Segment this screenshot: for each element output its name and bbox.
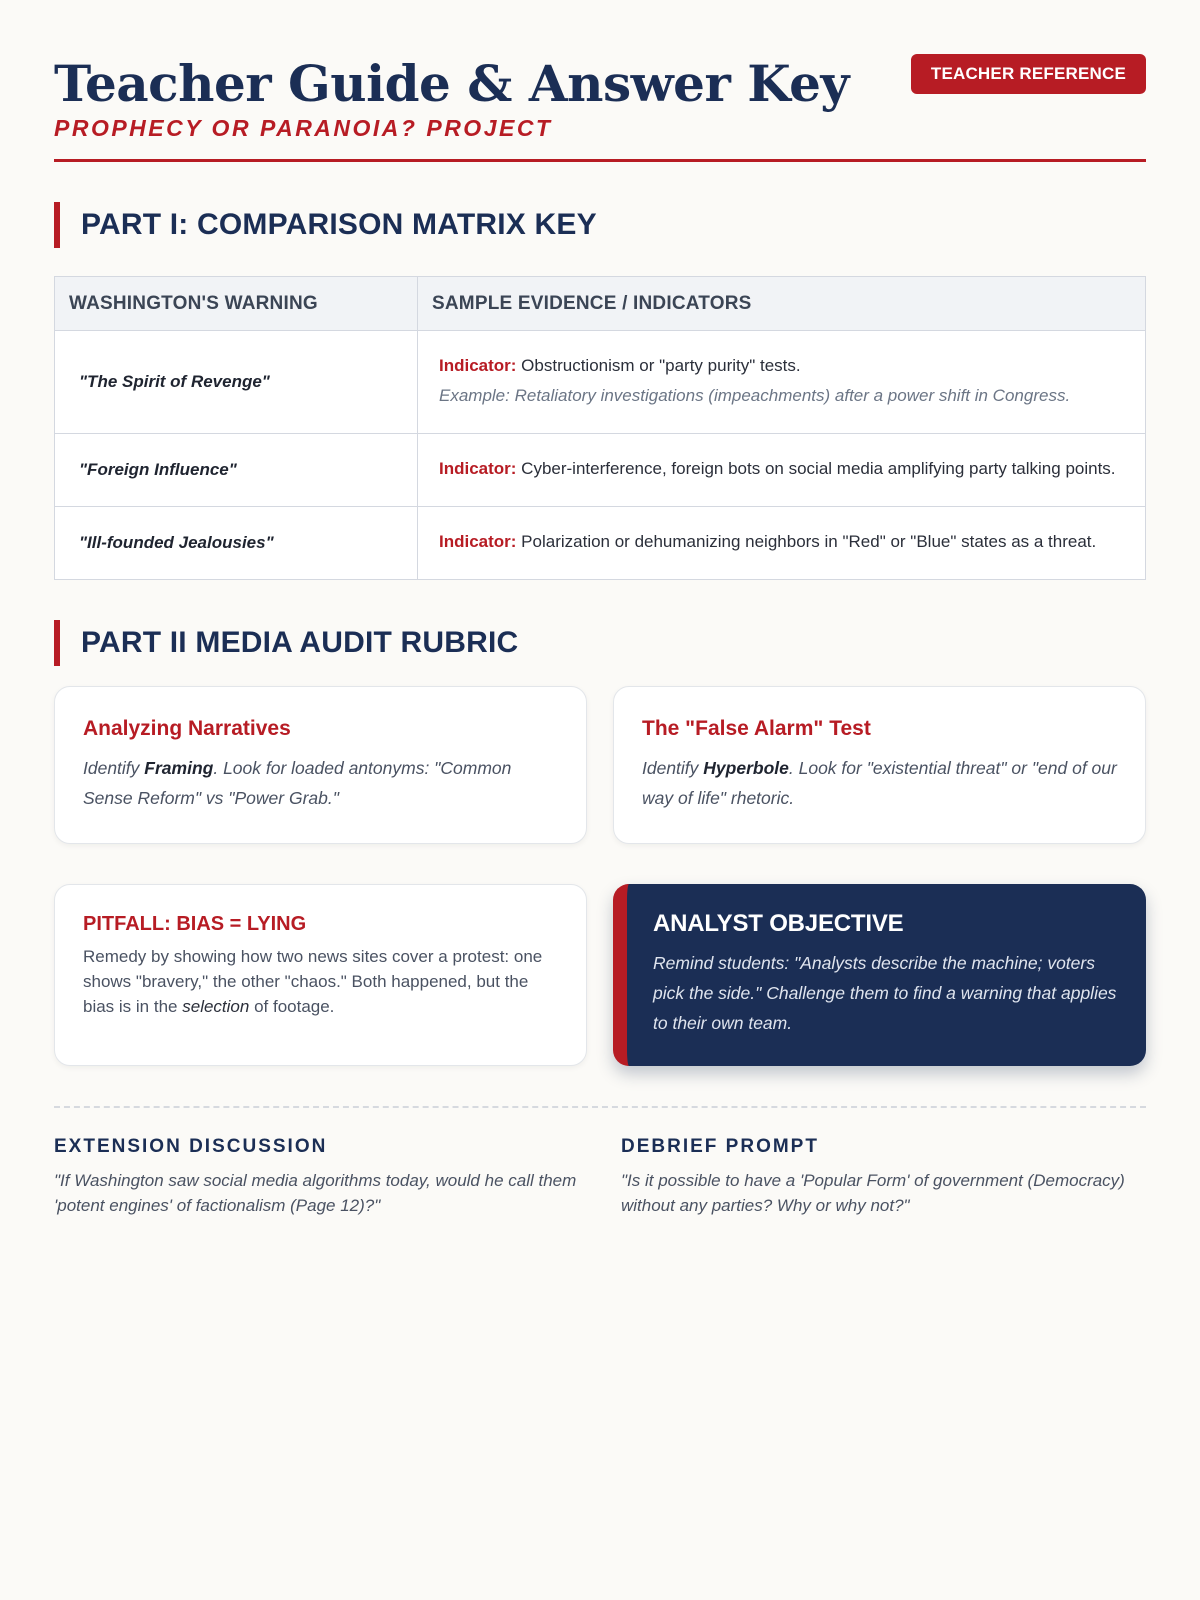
indicator-label: Indicator: [439, 356, 517, 375]
footer-prompts [54, 1136, 1146, 1218]
page-title: Teacher Guide & Answer Key [54, 54, 849, 113]
debrief-body: "Is it possible to have a 'Popular Form' of government (Democracy) without any parties? Why or why not?" [621, 1171, 1125, 1215]
column-header-warning: WASHINGTON'S WARNING [55, 277, 418, 331]
card-title: The "False Alarm" Test [642, 717, 871, 740]
card-body [642, 753, 1119, 813]
pitfall-body [83, 944, 560, 1019]
evidence-cell [418, 434, 1146, 507]
card-body-keyword: Hyperbole [703, 758, 789, 778]
teacher-reference-badge: TEACHER REFERENCE [911, 54, 1146, 94]
card-body-text: . Look for loaded antonyms: "Common Sense Reform" vs "Power Grab." [83, 758, 512, 808]
comparison-matrix-table [54, 276, 1146, 580]
objective-title: ANALYST OBJECTIVE [653, 910, 904, 937]
table-row [55, 434, 1146, 507]
warning-cell: "Ill-founded Jealousies" [55, 507, 418, 580]
example-text: Example: Retaliatory investigations (impeachments) after a power shift in Congress. [439, 386, 1071, 405]
indicator-label: Indicator: [439, 459, 517, 478]
pitfall-body-text: of footage. [249, 997, 335, 1016]
extension-discussion [54, 1136, 621, 1218]
part-2-heading: PART II MEDIA AUDIT RUBRIC [54, 620, 1146, 666]
pitfall-body-text: Remedy by showing how two news sites cover a protest: one shows "bravery," the other "chaos." Both happened, but the bias is in the [83, 947, 543, 1016]
evidence-cell [418, 507, 1146, 580]
debrief-prompt [621, 1136, 1147, 1218]
table-row [55, 507, 1146, 580]
indicator-label: Indicator: [439, 532, 517, 551]
card-title: Analyzing Narratives [83, 717, 291, 740]
analyzing-narratives-card [54, 686, 587, 844]
card-body-text: Identify [83, 758, 145, 778]
dashed-divider [54, 1106, 1146, 1108]
indicator-text: Obstructionism or "party purity" tests. [516, 356, 801, 375]
extension-title: EXTENSION DISCUSSION [54, 1136, 328, 1157]
card-body [83, 753, 560, 813]
card-body-keyword: Framing [144, 758, 214, 778]
page-subtitle: PROPHECY OR PARANOIA? PROJECT [54, 115, 553, 141]
evidence-cell [418, 331, 1146, 434]
card-body-text: Identify [642, 758, 704, 778]
pitfall-body-emphasis: selection [182, 997, 250, 1016]
rubric-cards [54, 686, 1146, 1066]
warning-cell: "Foreign Influence" [55, 434, 418, 507]
pitfall-title: PITFALL: BIAS = LYING [83, 913, 307, 935]
part-1-heading: PART I: COMPARISON MATRIX KEY [54, 202, 1146, 248]
column-header-evidence: SAMPLE EVIDENCE / INDICATORS [418, 277, 1146, 331]
indicator-text: Polarization or dehumanizing neighbors in "Red" or "Blue" states as a threat. [516, 532, 1097, 551]
warning-cell: "The Spirit of Revenge" [55, 331, 418, 434]
pitfall-card [54, 884, 587, 1066]
table-row [55, 331, 1146, 434]
objective-body: Remind students: "Analysts describe the machine; voters pick the side." Challenge them to find a warning that applies to their own team. [653, 953, 1117, 1033]
table-header-row [55, 277, 1146, 331]
card-body-text: . Look for "existential threat" or "end of our way of life" rhetoric. [642, 758, 1117, 808]
analyst-objective-card [613, 884, 1146, 1066]
debrief-title: DEBRIEF PROMPT [621, 1136, 819, 1157]
extension-body: "If Washington saw social media algorithms today, would he call them 'potent engines' of factionalism (Page 12)?" [54, 1171, 577, 1215]
page-header [54, 0, 1146, 162]
false-alarm-card [613, 686, 1146, 844]
indicator-text: Cyber-interference, foreign bots on social media amplifying party talking points. [516, 459, 1116, 478]
